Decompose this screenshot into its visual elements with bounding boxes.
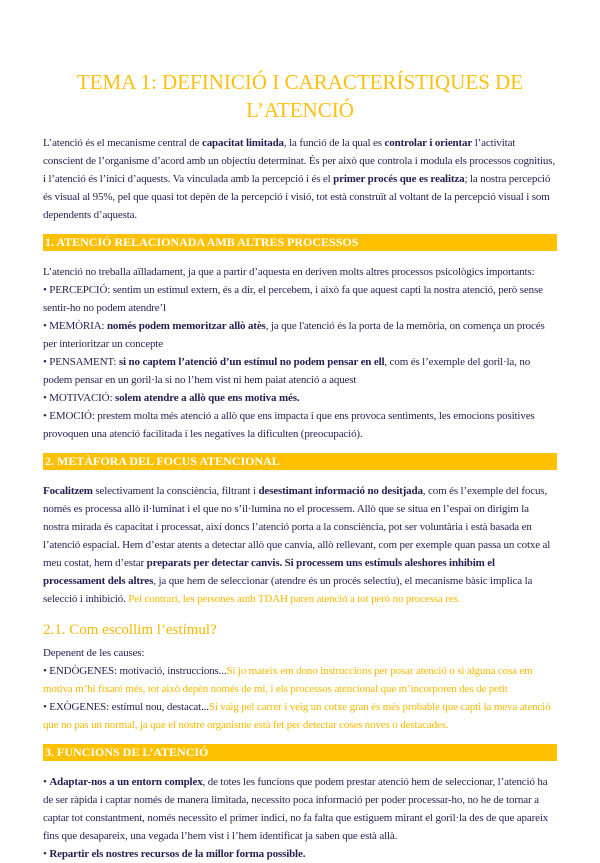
- body-text: L’atenció no treballa aïlladament, ja que a partir d’aquesta en deriven molts altres processos psicològics importants:: [43, 266, 535, 278]
- text-line: [43, 698, 557, 734]
- document-title: TEMA 1: DEFINICIÓ I CARACTERÍSTIQUES DE L’ATENCIÓ: [76, 70, 524, 122]
- body-text: •: [43, 848, 50, 860]
- text-line: [43, 644, 557, 662]
- body-text: , com és l’exemple del focus, només es processa allò il·luminat i el que no s’il·lumina no el processem. Allò que se situa en l’espai on dirigim la nostra mirada és capacitat i processat, així doncs l’atenció porta a la consciència, pot ser voluntària i està basada en l’atenció espacial. Hem d’estar atents a detectar allò que canvia, allò rellevant, com per exemple quan passa un cotxe al meu costat, hem d’estar: [43, 485, 551, 569]
- document-content: [43, 68, 557, 863]
- body-text: , com és l’exemple del goril·la, no podem pensar en un goril·la si no l’hem vist ni hem paiat atenció a aquest: [43, 356, 531, 386]
- bold-text: primer procés que es realitza: [333, 173, 465, 185]
- text-line: [43, 482, 557, 608]
- body-text: • MEMÒRIA:: [43, 320, 107, 332]
- text-line: [43, 134, 557, 224]
- bold-text: controlar i orientar: [384, 137, 473, 149]
- paragraph-block: [43, 263, 557, 443]
- body-text: • MOTIVACIÓ:: [43, 392, 115, 404]
- paragraph-block: [43, 482, 557, 608]
- bold-text: Repartir els nostres recursos de la millor forma possible.: [49, 848, 306, 860]
- section-heading: 2. METÀFORA DEL FOCUS ATENCIONAL: [43, 453, 557, 470]
- text-line: [43, 353, 557, 389]
- subsection-heading: 2.1. Com escollim l’estímul?: [43, 622, 217, 638]
- text-line: [43, 317, 557, 353]
- body-text: Depenent de les causes:: [43, 647, 145, 659]
- bold-text: desestimant informació no desitjada: [258, 485, 423, 497]
- highlight-text: Si jo mateix em dono instruccions per posar atenció o si alguna cosa em motiva m’hi fixaré més, tot això depèn només de mi, i els processos atencional que m’incorporen des de petit: [43, 665, 533, 695]
- paragraph-block: [43, 644, 557, 734]
- paragraph-block: [43, 773, 557, 863]
- bold-text: capacitat limitada: [201, 137, 284, 149]
- body-text: • ENDÒGENES: motivació, instruccions...: [43, 665, 227, 677]
- text-line: [43, 662, 557, 698]
- text-line: [43, 263, 557, 281]
- bold-text: només podem memoritzar allò atès: [106, 320, 266, 332]
- body-text: selectivament la consciència, filtrant i: [92, 485, 259, 497]
- body-text: • EXÒGENES: estímul nou, destacat...: [43, 701, 209, 713]
- bold-text: Adaptar-nos a un entorn complex: [49, 776, 203, 788]
- body-text: • EMOCIÓ: prestem molta més atenció a allò que ens impacta i que ens provoca sentiments, les emocions positives provoquen una atenció facilitada i les negatives la dificulten (preocupació).: [43, 410, 535, 440]
- body-text: •: [43, 776, 50, 788]
- text-line: [43, 407, 557, 443]
- text-line: [43, 281, 557, 317]
- body-text: , ja que hem de seleccionar (atendre és un procés selectiu), el mecanisme bàsic implica la selecció i inhibició.: [43, 575, 533, 605]
- section-heading: 3. FUNCIONS DE L’ATENCIÓ: [43, 744, 557, 761]
- bold-text: Focalitzem: [43, 485, 93, 497]
- bold-text: si no captem l’atenció d’un estímul no podem pensar en ell: [118, 356, 385, 368]
- bold-text: solem atendre a allò que ens motiva més.: [114, 392, 300, 404]
- paragraph-block: [43, 134, 557, 224]
- text-line: [43, 773, 557, 845]
- highlight-text: Si vaig pel carrer i veig un cotxe gran és més probable que capti la meva atenció que no pas un normal, ja que el nostre organisme està fet per detectar coses noves o destacades.: [43, 701, 551, 731]
- text-line: [43, 389, 557, 407]
- body-text: ; la nostra percepció és visual al 95%, pel que quasi tot depèn de la percepció i visió, tot està construït al voltant de la percepció visual i som dependents d’aquesta.: [43, 173, 551, 221]
- text-line: [43, 845, 557, 863]
- body-text: • PERCEPCIÓ: sentim un estímul extern, és a dir, el percebem, i això fa que aquest capti la nostra atenció, però sense sentir-ho no podem atendre’l: [43, 284, 543, 314]
- body-text: , de totes les funcions que podem prestar atenció hem de seleccionar, l’atenció ha de ser ràpida i captar només de manera limitada, necessito poca informació per poder processar-ho, no he de tornar a captar tot constantment, només necessito el primer indici, no fa falta que estiguem mirant el goril·la des de que apareix fins que desapareix, una vegada l’hem vist i l’hem identificat ja saben que està allà.: [43, 776, 549, 842]
- body-text: , la funció de la qual es: [283, 137, 385, 149]
- body-text: • PENSAMENT:: [43, 356, 119, 368]
- highlight-text: Pel contrari, les persones amb TDAH paren atenció a tot però no processa res.: [128, 593, 461, 605]
- section-heading: 1. ATENCIÓ RELACIONADA AMB ALTRES PROCESSOS: [43, 234, 557, 251]
- body-text: , ja que l'atenció és la porta de la memòria, on comença un procés per interioritzar un concepte: [43, 320, 545, 350]
- body-text: L’atenció és el mecanisme central de: [43, 137, 202, 149]
- bold-text: preparats per detectar canvis. Si processem uns estímuls aleshores inhibim el processament dels altres: [43, 557, 495, 587]
- body-text: l’activitat conscient de l’organisme d’acord amb un objectiu determinat. És per això que controla i modula els processos cognitius, i l’atenció és l’inici d’aquests. Va vinculada amb la percepció i és el: [43, 137, 555, 185]
